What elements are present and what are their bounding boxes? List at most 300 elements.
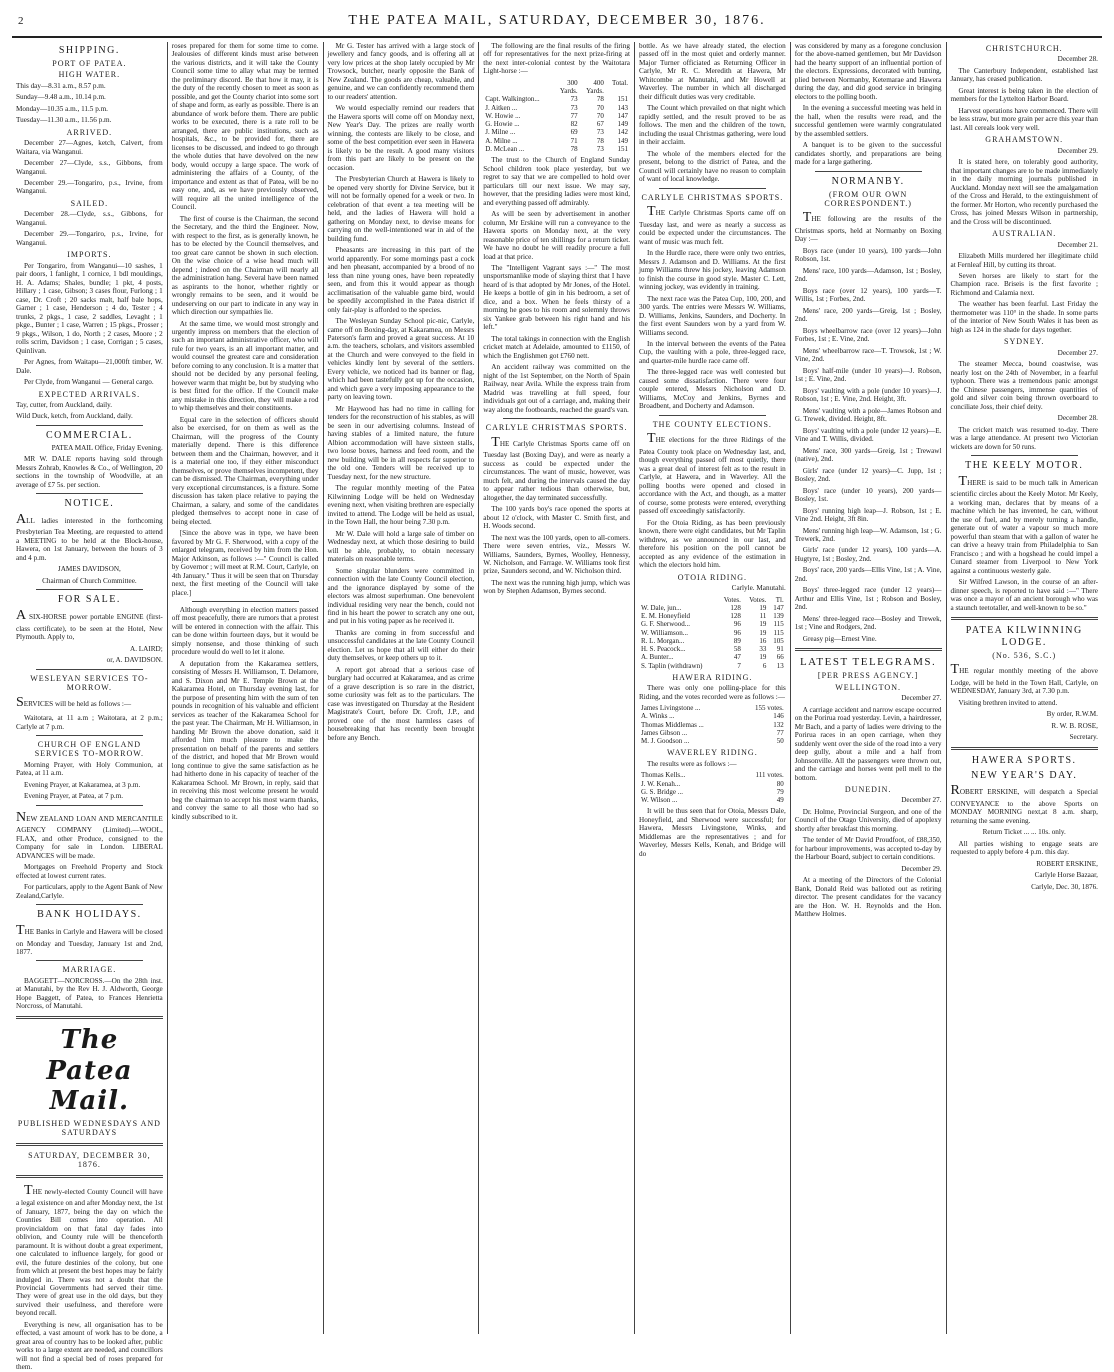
arrived-item: December 29.—Tongariro, p.s., Irvine, from Wanganui.: [16, 178, 163, 196]
news-paragraph: We would especially remind our readers that the Hawera sports will come off on Monday next, New Year's Day. The prizes are really worth winning, the contests are likely to be close, and some of the best competition ever seen in Hawera is likely to be the result. A good many visitors from this part are likely to be present on the occasion.: [327, 104, 475, 172]
table-cell: 7: [737, 661, 741, 670]
sports-paragraph: THE Carlyle Christmas Sports came off on Tuesday last, and were as nearly a success as could be expected under the circumstances. The want of music was much felt.: [639, 204, 786, 246]
divider: [795, 648, 942, 651]
sports-signature: Carlyle Horse Bazaar,: [1034, 871, 1098, 880]
keely-paragraph: Sir Wilfred Lawson, in the course of an after-dinner speech, is reported to have said :—" There was once a mayor of an ancient borough who was a staunch teetotaller, and well-known to be so.": [950, 578, 1098, 612]
sports-paragraph: The 100 yards boy's race opened the sports at about 12 o'clock, with Master C. Smith first, and H. Woods second.: [483, 505, 630, 531]
shipping-heading: SHIPPING.: [58, 45, 120, 56]
imports-text: Per Agnes, from Waitapu—21,000ft timber, W. Dale.: [16, 358, 163, 375]
expected-item: Wild Duck, ketch, from Auckland, daily.: [16, 412, 133, 421]
for-sale-heading: FOR SALE.: [57, 594, 121, 606]
table-cell: J. Milne ...: [485, 128, 516, 137]
table-cell: A. Winks ...: [641, 712, 675, 721]
divider: [659, 188, 766, 189]
table-cell: 13: [776, 661, 784, 670]
otoia-results-table: [639, 596, 786, 670]
table-cell: 89: [733, 636, 741, 645]
table-row: [639, 645, 786, 653]
table-header-row: [639, 596, 786, 604]
commercial-text: MR W. DALE reports having sold through Messrs Zohrab, Knowles & Co., of Wellington, 20 sections in the township of Woodville, at an average of £7 5s. per section.: [16, 455, 163, 489]
divider: [192, 601, 299, 602]
table-cell: 66: [776, 653, 784, 662]
table-cell: 139: [773, 612, 784, 621]
table-row: [639, 704, 786, 712]
table-cell: 149: [617, 136, 628, 145]
wesleyan-heading: WESLEYAN SERVICES TO-MORROW.: [30, 673, 149, 693]
normanby-result: Boys' half-mile (under 10 years)—J. Robson, 1st ; E. Vine, 2nd.: [794, 366, 942, 384]
christchurch-date: December 28.: [1057, 55, 1098, 64]
table-header-row: [483, 87, 630, 95]
sports-paragraph: In the Hurdle race, there were only two entries, Messrs J. Adamson and D. Williams. At the first jump Williams threw his jockey, leaving Adamson to finish the course in good style. Master C. Lett, winning jockey, was evidently in training.: [639, 249, 786, 292]
table-row: [639, 780, 786, 788]
article-paragraph: [Since the above was in type, we have been favored by Mr G. F. Sherwood, with a copy of the enlarged telegram, received by him from the Hon. Major Atkinson, as follows :—" Council is called by Governor ; will meet at R.M. Court, Carlyle, on 4th January." Thus it will be seen that on Thursday next, the first meeting of the Council will take place.]: [171, 529, 319, 597]
divider: [36, 805, 143, 806]
normanby-result: Mens' wheelbarrow race—T. Trowsok, 1st ; W. Vine, 2nd.: [794, 346, 942, 364]
nz-loan-text: NEW ZEALAND LOAN AND MERCANTILE AGENCY COMPANY (Limited).—WOOL, FLAX, and other Produce, consigned to the Company for sale in London. LIBERAL ADVANCES will be made.: [16, 809, 163, 860]
news-paragraph: The Presbyterian Church at Hawera is likely to be opened very shortly for Divine Service, but it will not be formally opened for a week or two. In celebration of that event a tea meeting will be held, and the ladies of Hawera will hold a gathering on Monday next, to devise means for carrying on the well-intentioned war in aid of the building fund.: [327, 175, 475, 243]
normanby-result: Mens' three-legged race—Bosley and Trewek, 1st ; Vine and Rodgers, 2nd.: [794, 614, 942, 632]
article-paragraph: At the same time, we would most strongly and urgently impress on members that the election of such an important administrative officer, who will rule for two years, is an all important matter, and would counsel the greatest care and consideration before coming to any conclusion. It is a matter that should not be decided by any personal feeling, however warm that might be, but by studying who is best fitted for the office. If the Council make any mistake in this direction, they will make a rod to whip themselves and their constituents.: [171, 319, 319, 413]
table-cell: 73: [570, 95, 578, 104]
column-3: [324, 42, 480, 1334]
sports-paragraph: The three-legged race was well contested but caused some dissatisfaction. There were four couple entered, Messrs Nicholson and D. Williams, McCoy and Jenkins, Byrnes and Broadbent, and Docherty and Adamson.: [639, 368, 786, 411]
table-cell: 79: [776, 787, 784, 796]
grahamstown-heading: GRAHAMSTOWN.: [985, 135, 1064, 145]
table-cell: G. F. Sherwood...: [641, 620, 691, 629]
table-cell: D. McLean ...: [485, 144, 525, 153]
table-row: [483, 145, 630, 153]
table-cell: Thomas Middlemas ...: [641, 720, 704, 729]
news-paragraph: In the evening a successful meeting was held in the hall, when the results were read, and the successful gentlemen were warmly congratulated by the assembled settlers.: [794, 104, 942, 138]
table-cell: 19: [759, 603, 767, 612]
table-cell: 6: [762, 661, 767, 670]
lodge-signature: Secretary.: [1069, 733, 1098, 742]
table-cell: W. Wilson ...: [641, 796, 678, 805]
divider: [36, 960, 143, 961]
news-paragraph: A report got abroad that a serious case of burglary had occurred at Kakaramea, and as crime of a grave description is so rare in the district, some curiosity was felt as to the particulars. The case was investigated on Thursday at the Resident Magistrate's Court, before Dr. Croft, J.P., and proved one of the most harmless cases of housebreaking that has recently been brought before any Bench.: [327, 665, 475, 742]
news-paragraph: Pheasants are increasing in this part of the world apparently. For some mornings past a cock and hen pheasant, accompanied by a brood of no less than nine young ones, have been repeatedly seen, and from this it would appear as though acclimatisation of the valuable game bird, would be speedily accomplished in the Patea district if only fair-play is afforded to the species.: [327, 246, 475, 314]
sydney-date: December 27.: [1057, 348, 1098, 357]
dunedin-heading: DUNEDIN.: [844, 785, 892, 794]
table-row: [483, 112, 630, 120]
table-cell: 58: [733, 645, 741, 654]
hawera-sports-heading: HAWERA SPORTS.: [971, 754, 1077, 766]
table-cell: A. Milne ...: [485, 136, 518, 145]
dunedin-text: Dr. Holme, Provincial Surgeon, and one of the Council of the Otago University, died of apoplexy shortly after breakfast this morning.: [794, 807, 942, 833]
press-agency-line: [PER PRESS AGENCY.]: [817, 671, 919, 681]
divider: [36, 589, 143, 590]
column-6: [791, 42, 947, 1334]
notice-text: ALL ladies interested in the forthcoming Presbyterian Tea Meeting, are requested to attend a MEETING to be held at the Block-house, Hawera, on 1st January, between the hours of 3 and 4 p.m.: [16, 511, 163, 562]
table-row: [639, 629, 786, 637]
editorial-paragraph: Everything is new, all organisation has to be effected, a vast amount of work has to be done, a great area of country has to be looked after, public works to a large extent are needed, and councillors will not find a special bed of roses prepared for them.: [16, 1320, 163, 1372]
table-cell: 67: [596, 120, 604, 129]
shooting-intro: The following are the final results of the firing off for representatives for the next prize-firing at the next inter-colonial contest by the Waitotara Light-horse :—: [483, 42, 630, 76]
table-row: [639, 612, 786, 620]
shooting-results-table: [483, 79, 630, 153]
table-cell: 71: [570, 136, 578, 145]
arrived-heading: ARRIVED.: [66, 127, 113, 137]
table-cell: 77: [776, 728, 784, 737]
christchurch-heading: CHRISTCHURCH.: [985, 44, 1063, 53]
table-cell: J. W. Kenah...: [641, 779, 681, 788]
normanby-result: Greasy pig—Ernest Vine.: [802, 634, 877, 643]
carlyle-sports-heading: CARLYLE CHRISTMAS SPORTS.: [485, 423, 628, 433]
table-row: [639, 662, 786, 670]
high-water-heading: HIGH WATER.: [58, 70, 121, 80]
table-row: [639, 712, 786, 720]
masthead-title: THE PATEA MAIL, SATURDAY, DECEMBER 30, 1876.: [348, 13, 766, 28]
masthead: [12, 6, 1102, 38]
elections-paragraph: For the Otoia Riding, as has been previously known, there were eight candidates, but Mr Taplin withdrew, as we announced in our last, and therefore his position on the poll cannot be accepted as any evidence of the estimation in which the electors hold him.: [639, 518, 786, 570]
sydney-date: December 28.: [1057, 414, 1098, 423]
table-cell: 143: [617, 103, 628, 112]
hawera-riding-text: There was only one polling-place for this Riding, and the votes recorded were as follows :—: [639, 684, 786, 701]
table-row: [639, 721, 786, 729]
table-header-cell: Tl.: [775, 595, 784, 604]
table-row: [639, 653, 786, 661]
table-cell: M. J. Goodson ...: [641, 737, 690, 746]
divider: [36, 669, 143, 670]
county-elections-heading: THE COUNTY ELECTIONS.: [652, 419, 772, 429]
normanby-result: Mens' running high leap—W. Adamson, 1st ; G. Trewerk, 2nd.: [794, 526, 942, 543]
commercial-heading: COMMERCIAL.: [45, 429, 133, 441]
table-cell: 146: [773, 712, 784, 721]
expected-item: Tay, cutter, from Auckland, daily.: [16, 400, 113, 409]
news-paragraph: Seven horses are likely to start for the Champion race. Briseis is the first favorite ; Richmond and Calamia next.: [950, 272, 1098, 297]
table-cell: 132: [773, 720, 784, 729]
table-cell: Thomas Kells...: [641, 771, 686, 780]
news-paragraph: A banquet is to be given to the successful candidates shortly, and preparations are being made for a large gathering.: [794, 141, 942, 167]
normanby-result: Boys' three-legged race (under 12 years)—Arthur and Ellis Vine, 1st ; Robson and Bosley, 2nd.: [794, 586, 942, 612]
table-header-row: [483, 79, 630, 87]
table-header-cell: 300: [567, 78, 578, 87]
for-sale-signature: or, A. DAVIDSON.: [106, 656, 163, 665]
news-paragraph: The Count which prevailed on that night which rapidly settled, and the result proved to be as follows. The men and the children of the town, including the usual Christmas gathering, were loud in their acclaim.: [639, 104, 786, 147]
page-number: 2: [18, 15, 24, 27]
arrived-item: December 27—Clyde, s.s., Gibbons, from Wanganui.: [16, 159, 163, 176]
normanby-correspondent: (FROM OUR OWN CORRESPONDENT.): [824, 189, 912, 209]
table-cell: 128: [730, 612, 741, 621]
dunedin-date: December 29.: [901, 864, 942, 873]
date-line: SATURDAY, DECEMBER 30, 1876.: [28, 1150, 151, 1170]
table-cell: 78: [570, 144, 578, 153]
news-paragraph: Mr Haywood has had no time in calling for tenders for the reconstruction of his stables, as will be seen in our advertising columns. Instead of having stables of a limited nature, the future Albion accommodation will have sixteen stalls, two loose boxes, harness and feed room, and the new building will be in all respects far superior to the old one. Tenders will be received up to Tuesday next, for the new structure.: [327, 404, 475, 481]
table-header-cell: [606, 87, 630, 95]
news-paragraph: Mr G. Tester has arrived with a large stock of jewellery and fancy goods, and is offering all at very low prices at the shop lately occupied by Mr Trowsock, butcher, nearly opposite the Bank of New Zealand. The goods are cheap, valuable, and genuine, and we can confidently recommend them to our readers' attention.: [327, 42, 475, 101]
table-cell: R. L. Morgan...: [641, 636, 685, 645]
waverley-riding-heading: WAVERLEY RIDING.: [667, 748, 758, 758]
table-cell: Capt. Walkington...: [485, 95, 540, 104]
table-cell: 147: [617, 111, 628, 120]
nz-loan-text: Mortgages on Freehold Property and Stock effected at lowest current rates.: [16, 863, 163, 880]
marriage-heading: MARRIAGE.: [62, 965, 117, 975]
table-cell: 128: [730, 603, 741, 612]
divider: [951, 617, 1098, 620]
otoia-subheading: Carlyle. Manutahi.: [731, 584, 786, 593]
table-cell: 82: [570, 120, 578, 129]
table-cell: 147: [773, 603, 784, 612]
news-paragraph: It is stated here, on tolerably good authority, that important changes are to be made immediately in the daily morning journals published in Auckland. Monday next will see the amalgamation of the Cross and Herald, to the extinguishment of the former. Mr Horton, who recently purchased the Cross, has joined Messrs Wilson in partnership, and the Cross will be discontinued.: [950, 158, 1098, 226]
wellington-heading: WELLINGTON.: [835, 682, 901, 692]
table-header-cell: [483, 79, 553, 87]
sports-paragraph: THE Carlyle Christmas Sports came off on Tuesday last (Boxing Day), and were as nearly a success as could be expected under the circumstances. The want of music, however, was much felt, and during the intervals caused the day to appear rather tedious than otherwise, but, altogether, the day terminated successfully.: [483, 434, 630, 502]
divider: [36, 904, 143, 905]
news-paragraph: The total takings in connection with the English cricket match at Adelaide, amounted to £1150, of which the Englishmen got £760 nett.: [483, 334, 630, 360]
news-paragraph: The trust to the Church of England Sunday School children took place yesterday, but we regret to say that we are compelled to hold over particulars till our next issue. We may say, however, that the presiding ladies were most kind, and everything passed off admirably.: [483, 156, 630, 207]
sports-paragraph: The next was the 100 yards, open to all-comers. There were seven entries, viz., Messrs W. Williams, Saunders, Byrnes, Woolley, Hennessy, W. Nicholson, and Farrage. W. Williams took first prize, Saunders second, and W. Nicholson third.: [483, 533, 630, 576]
bank-holidays-text: THE Banks in Carlyle and Hawera will be closed on Monday and Tuesday, January 1st and 2nd, 1877.: [16, 923, 163, 956]
table-cell: 11: [759, 612, 767, 621]
divider: [503, 418, 610, 419]
editorial-paragraph: THE newly-elected County Council will have a legal existence on and after Monday next, the 1st of January, 1877, being the day on which the Counties Bill comes into operation. All provincialdom on that fatal day fades into oblivion, and County rule will be thenceforth paramount. It is without doubt a great experiment, one calculated to influence largely, for good or evil, the future destinies of the colony, but one from which at present the best hopes may be fairly indulged in. There was not a doubt that the Provincial Governments had served their time. They were of great use in the old days, but they survived their usefulness, and therefore were beyond recall.: [16, 1182, 163, 1318]
news-paragraph: Elizabeth Mills murdered her illegitimate child at Fernleaf Hill, by cutting its throat.: [950, 252, 1098, 269]
waverley-results-table: [639, 771, 786, 804]
article-paragraph: roses prepared for them for some time to come. Jealousies of different kinds must arise between the various districts, and it will take the County Council some time to allay what may be termed the preliminary discord. Be that how it may, it is the duty of the recently chosen to meet as soon as possible, and get the County chariot into some sort of shape and form, as early as possible. There is an abundance of work before them. There are public works to be executed, there is a rate roll to be arranged, there are public institutions, such as hospitals, &c., to be provided for, there are licenses to be discussed, and indeed to go through the whole duties that have devolved on the new body, would occupy a large space. The work of administering the affairs of a County, of the importance and extent as that of Patea, will be no easy one, and, as we have previously observed, will require all the united intelligence of the Council.: [171, 42, 319, 212]
keely-motor-heading: THE KEELY MOTOR.: [965, 460, 1084, 472]
news-paragraph: Thanks are coming in from successful and unsuccessful candidates at the late County Council election. Let us hope that all will either do their duty themselves, or keep others up to it.: [327, 628, 475, 663]
divider: [971, 455, 1078, 456]
divider: [951, 747, 1098, 750]
normanby-result: Girls' race (under 12 years)—C. Jupp, 1st ; Bosley, 2nd.: [794, 466, 942, 484]
lodge-number: (No. 536, S.C.): [992, 650, 1057, 660]
notice-signature: JAMES DAVIDSON,: [57, 565, 121, 574]
table-cell: 78: [596, 136, 604, 145]
divider: [659, 415, 766, 416]
table-cell: 19: [759, 628, 767, 637]
table-cell: 73: [596, 144, 604, 153]
table-row: [483, 95, 630, 103]
high-water-line: Monday—10.35 a.m., 11.5 p.m.: [16, 104, 108, 113]
news-paragraph: Great interest is being taken in the election of members for the Lyttelton Harbor Board.: [950, 86, 1098, 104]
table-row: [483, 120, 630, 128]
return-ticket-line: Return Ticket ... ... 10s. only.: [982, 828, 1066, 837]
newspaper-page: [12, 6, 1102, 1372]
normanby-result: Mens' race, 300 yards—Greig, 1st ; Trewawl (native), 2nd.: [794, 446, 942, 464]
sports-ad-text: All parties wishing to engage seats are requested to apply before 4 p.m. this day.: [950, 839, 1098, 857]
high-water-line: Sunday—9.48 a.m., 10.14 p.m.: [16, 93, 106, 102]
news-paragraph: The Canterbury Independent, established last January, has ceased publication.: [950, 66, 1098, 84]
table-cell: 19: [759, 653, 767, 662]
marriage-text: BAGGETT—NORCROSS.—On the 28th inst. at Manutahi, by the Rev H. J. Aldworth, George Hope Baggett, of Patea, to Frances Henrietta Norcross, of Manutahi.: [16, 976, 163, 1011]
news-paragraph: Some singular blunders were committed in connection with the late County Council election, and the ignorance displayed by some of the electors was almost superhuman. One benevolent individual residing very near the bench, could not find in his heart the power to scratch any one out, and put in his voting paper as he received it.: [327, 566, 475, 626]
commercial-office: PATEA MAIL Office, Friday Evening.: [51, 443, 163, 452]
high-water-line: Tuesday—11.30 a.m., 11.56 p.m.: [16, 116, 112, 125]
lodge-signature: R. W. B. ROSE,: [1051, 721, 1098, 730]
latest-telegrams-heading: LATEST TELEGRAMS.: [799, 656, 937, 669]
church-text: Evening Prayer, at Patea, at 7 p.m.: [24, 792, 124, 801]
port-heading: PORT OF PATEA.: [52, 58, 127, 68]
normanby-result: Mens' race, 200 yards—Greig, 1st ; Bosley, 2nd.: [794, 306, 942, 324]
nz-loan-text: For particulars, apply to the Agent Bank of New Zealand,Carlyle.: [16, 883, 163, 900]
table-header-cell: 400: [593, 78, 604, 87]
table-cell: G. S. Bridge ...: [641, 787, 683, 796]
normanby-result: Boys' race, 200 yards—Ellis Vine, 1st ; A. Vine, 2nd.: [794, 566, 942, 583]
news-paragraph: The cricket match was resumed to-day. There was a large attendance. At present two Victorian wickets are down for 50 runs.: [950, 425, 1098, 451]
column-2: [168, 42, 324, 1334]
church-text: Morning Prayer, with Holy Communion, at Patea, at 11 a.m.: [16, 760, 163, 778]
table-cell: J. Aitken ...: [485, 103, 518, 112]
table-header-cell: [483, 87, 553, 95]
otoia-riding-heading: OTOIA RIDING.: [677, 572, 748, 582]
normanby-result: Mens' race, 100 yards—Adamson, 1st ; Bosley, 2nd.: [794, 266, 942, 284]
paper-nameplate: The Patea Mail.: [46, 1024, 133, 1117]
table-cell: 70: [596, 111, 604, 120]
table-cell: G. Howie ...: [485, 120, 520, 129]
new-years-day-heading: NEW YEAR'S DAY.: [971, 769, 1078, 781]
grahamstown-date: December 29.: [1057, 146, 1098, 155]
dunedin-date: December 27.: [901, 796, 942, 805]
wellington-date: December 27.: [901, 694, 942, 703]
table-row: [639, 620, 786, 628]
published-line: PUBLISHED WEDNESDAYS AND SATURDAYS: [17, 1118, 161, 1138]
table-cell: 151: [617, 95, 628, 104]
news-paragraph: Harvest operations have commenced. There will be less straw, but more grain per acre this year than last. All cereals look very well.: [950, 106, 1098, 132]
table-cell: 33: [759, 645, 767, 654]
high-water-line: This day—8.31 a.m., 8.57 p.m.: [16, 81, 106, 90]
elections-closing: It will be thus seen that for Otoia, Messrs Dale, Honeyfield, and Sherwood were successful; for Hawera, Messrs Livingstone, Winks, and Middlemas are the representatives ; and for Waverley, Messrs Kells, Kenah, and Bridge will do: [639, 807, 786, 858]
sports-signature: ROBERT ERSKINE,: [1036, 859, 1098, 868]
normanby-result: Boys race (under 10 years), 100 yards—John Robson, 1st.: [794, 246, 942, 264]
imports-text: Per Tongariro, from Wanganui—10 sashes, 1 pair doors, 1 fanlight, 1 cornice, 1 bdl mouldings, H. A. Adams; Shales, bundle; 1 pkt, 4 posts, Hillary ; 1 case, Gibson; 3 cases flour, Furlong ; 1 case, Dr. Croft ; 20 sacks malt, half bale hops, Garner ; 1 case, Henderson ; 4 do, Tester ; 4 trunks, 2 pkgs., 1 case, 2 saddles, Levaght ; 1 pkge., Bunter ; 1 case, Warren ; 15 pkgs., Prosser ; 9 pkgs., Wilson, 1 do, North ; 2 cases, Moore ; 2 rolls scrim, Davidson ; 1 case, Corrigan ; 5 cases, Quinlivan.: [16, 261, 163, 355]
australian-heading: AUSTRALIAN.: [992, 229, 1057, 239]
table-cell: 73: [570, 103, 578, 112]
article-paragraph: The first of course is the Chairman, the second the Secretary, and the third the Engineer. Now, with respect to the first, as is generally known, he has to be elected by the Council themselves, and too great care cannot be shown in such election. On the wise choice of a wise head much will depend ; indeed on the Chairman will nearly all the administration hang. Several have been named as aspirants to the honor, whether rightly or wrongly remains to be seen, and it would be undeserving on our part to indicate in any way in which direction our sympathies lie.: [171, 214, 319, 317]
table-cell: 49: [776, 796, 784, 805]
normanby-intro: THE following are the results of the Christmas sports, held at Normanby on Boxing Day :—: [794, 210, 942, 244]
table-row: [639, 737, 786, 745]
table-cell: James Gibson ...: [641, 728, 688, 737]
table-cell: James Livingstone ...: [641, 704, 701, 713]
table-cell: 80: [776, 779, 784, 788]
column-7: [947, 42, 1102, 1334]
normanby-result: Boys' vaulting with a pole (under 10 years)—J. Robson, 1st ; E. Vine, 2nd. Height, 3ft.: [794, 386, 942, 404]
sports-ad-text: ROBERT ERSKINE, will despatch a Special CONVEYANCE to the above Sports on MONDAY MORNING next,at 8 a.m. sharp, returning the same evening.: [950, 783, 1098, 825]
lodge-signature: By order, R.W.M.: [1046, 710, 1098, 719]
normanby-result: Boys wheelbarrow race (over 12 years)—John Forbes, 1st ; E. Vine, 2nd.: [794, 326, 942, 344]
article-paragraph: Equal care in the selection of officers should also be exercised, for on them as well as the Chairman, will the progress of the County materially depend. There is this difference between them and the Chairman, however, and it is a material one too, if they either misconduct themselves, or prove themselves incompetent, they can be dismissed. The Chairman, everything under very exceptional circumstances, is a fixture. Some discussion has taken place relative to paying the Chairman, a salary, and some of the candidates pledged themselves to accept none in case of being elected.: [171, 415, 319, 526]
table-cell: 47: [733, 653, 741, 662]
divider: [16, 1175, 163, 1178]
keely-paragraph: THERE is said to be much talk in American scientific circles about the Keely Motor. Mr Keely, a working man, declares that by means of a machine which he has invented, he can, without the use of fuel, and by merely turning a handle, generate out of water a vapour so much more powerful than steam that with a gallon of water he can drive a heavy train from Philadelphia to San Francisco ; and with a hogshead he could impel a Cunard steamer from Liverpool to New York against a continuous westerly gale.: [950, 473, 1098, 575]
table-row: [483, 128, 630, 136]
church-heading: CHURCH OF ENGLAND SERVICES TO-MORROW.: [34, 740, 145, 759]
for-sale-signature: A. LAIRD;: [130, 644, 163, 653]
dunedin-text: The tender of Mr David Proudfoot, of £88,350, for harbour improvements, was accepted to-day by the Harbour Board, subject to certain conditions.: [794, 836, 942, 862]
divider: [36, 425, 143, 426]
table-row: [639, 771, 786, 779]
table-cell: 91: [776, 645, 784, 654]
lodge-text: Visiting brethren invited to attend.: [958, 698, 1058, 707]
table-cell: 70: [596, 103, 604, 112]
arrived-item: December 27—Agnes, ketch, Calvert, from Waitara, via Wanganui.: [16, 139, 163, 156]
table-cell: A. Bunter...: [641, 653, 674, 662]
news-paragraph: The regular monthly meeting of the Patea Kilwinning Lodge will be held on Wednesday evening next, when visiting brethren are especially invited to attend. The Lodge will be held as usual, in the Town Hall, the hour being 7.30 p.m.: [327, 484, 475, 527]
table-cell: S. Taplin (withdrawn): [641, 661, 703, 670]
notice-role: Chairman of Church Committee.: [42, 576, 137, 585]
news-paragraph: bottle. As we have already stated, the election passed off in the most quiet and orderly manner. Major Turner officiated as Returning Officer in Carlyle, Mr R. C. Meredith at Hawera, Mr Whitcombe at Manutahi, and Mr Howell at Waverley. The number in which all discharged their difficult duties was very creditable.: [639, 42, 786, 101]
column-5: [635, 42, 791, 1334]
divider: [36, 735, 143, 736]
table-cell: 142: [617, 128, 628, 137]
table-cell: E. M. Honeyfield: [641, 612, 690, 621]
sports-paragraph: In the interval between the events of the Patea Cup, the vaulting with a pole, three-legged race, and quarter-mile hurdle race came off.: [639, 340, 786, 365]
sailed-heading: SAILED.: [70, 198, 109, 208]
table-header-cell: Votes.: [723, 595, 741, 604]
news-paragraph: was considered by many as a foregone conclusion for the above-named gentlemen, but Mr Davidson had the hearty support of an influential portion of the electors. Expressions, decorated with bunting, plied between Normanby, Ketemarae and Hawera during the day, and did good service in bringing electors to the polling booth.: [794, 42, 942, 101]
normanby-result: Boys' running high leap—J. Robson, 1st ; E. Vine 2nd. Height, 3ft 8in.: [794, 506, 942, 524]
table-header-cell: Yards.: [586, 87, 604, 96]
normanby-result: Boys' race (under 10 years), 200 yards—Bosley, 1st.: [794, 486, 942, 504]
for-sale-text: A SIX-HORSE power portable ENGINE (first-class certificate), to be seen at the Hotel, New Plymouth. Apply to,: [16, 608, 163, 642]
article-paragraph: A deputation from the Kakaramea settlers, consisting of Messrs H. Williamson, T. Delamore, and S. Dixon and Mr E. Temple Brown at the Kakaramea Hotel, on Thursday evening last, for the purpose of presenting him with the sum of ten pounds in recognition of his valuable and efficient services as teacher of the Kakaramea School for the past year. The Chairman, Mr H. Williamson, in handing Mr Brown the above donation, said it afforded him much pleasure to make the presentation on behalf of the parents and settlers of the district, and hoped that Mr Brown would long continue to give the same satisfaction as he had hitherto done in his capacity of teacher of the Kakaramea School. Mr Brown, in reply, said that in receiving this most welcome present he would beg the chairman to accept his most warm thanks, and convey the same to all those who had so kindly subscribed to it.: [171, 659, 319, 821]
sports-paragraph: The next was the running high jump, which was won by Stephen Adamson, Byrnes second.: [483, 578, 630, 596]
news-paragraph: The "Intelligent Vagrant says :—" The most unsportsmanlike mode of slaying thirst that I have heard of is that adopted by Mr Jones, of the Hotel. He keeps a bottle of gin in his bedroom, a set of dice, and a box. When he feels thirsty of a morning he goes to his room and solemnly throws six Yankee grab between his right hand and his left.": [483, 264, 630, 332]
table-cell: 77: [570, 111, 578, 120]
news-paragraph: The whole of the members elected for the present, belong to the district of Patea, and the Council will certainly have no reason to complain of want of local knowledge.: [639, 149, 786, 184]
article-paragraph: Although everything in election matters passed off most peacefully, there are rumors that a protest will be entered in connection with the affair. This can be done within fourteen days, but it would be simply nonsense, and those thinking of such procedure would do well to let it alone.: [171, 606, 319, 657]
table-row: [483, 137, 630, 145]
normanby-result: Boys' vaulting with a pole (under 12 years)—E. Vine and T. Willis, divided.: [794, 426, 942, 444]
wesleyan-text: SERVICES will be held as follows :—: [16, 694, 132, 710]
table-cell: 78: [596, 95, 604, 104]
sports-signature: Carlyle, Dec. 30, 1876.: [1031, 882, 1098, 891]
table-cell: H. S. Peacock...: [641, 645, 686, 654]
table-row: [483, 104, 630, 112]
table-row: [639, 796, 786, 804]
sailed-item: December 28.—Clyde, s.s., Gibbons, for Wanganui.: [16, 210, 163, 227]
table-row: [639, 604, 786, 612]
table-cell: 96: [733, 628, 741, 637]
table-cell: 155 votes.: [754, 704, 784, 713]
carlyle-sports-heading: CARLYLE CHRISTMAS SPORTS.: [641, 192, 784, 202]
table-cell: 50: [776, 737, 784, 746]
normanby-result: Girls' race (under 12 years), 100 yards—A. Hugtyre, 1st ; Bosley, 2nd.: [794, 546, 942, 563]
table-row: [639, 637, 786, 645]
lodge-heading: PATEA KILWINNING LODGE.: [965, 625, 1083, 649]
imports-text: Per Clyde, from Wanganui — General cargo.: [24, 378, 154, 387]
table-cell: 16: [759, 636, 767, 645]
divider: [16, 1016, 163, 1019]
table-cell: 151: [617, 144, 628, 153]
news-paragraph: Mr W. Dale will hold a large sale of timber on Wednesday next, at which those desiring to build will be able, probably, to obtain necessary materials on reasonable terms.: [327, 529, 475, 564]
table-row: [639, 788, 786, 796]
table-header-cell: Total.: [611, 78, 628, 87]
normanby-heading: NORMANBY.: [831, 175, 905, 187]
table-row: [639, 729, 786, 737]
divider: [16, 1143, 163, 1146]
hawera-results-table: [639, 704, 786, 745]
divider: [36, 493, 143, 494]
table-cell: 19: [759, 620, 767, 629]
table-cell: W. Howie ...: [485, 111, 521, 120]
table-cell: W. Williamson...: [641, 628, 688, 637]
hawera-riding-heading: HAWERA RIDING.: [672, 672, 753, 682]
table-cell: 96: [733, 620, 741, 629]
table-cell: 69: [570, 128, 578, 137]
news-paragraph: The Wesleyan Sunday School pic-nic, Carlyle, came off on Boxing-day, at Kakaramea, on Messrs Paterson's farm and proved a great success. At 10 a.m. the teachers, scholars, and visitors assembled at the Church and were conveyed to the field in vehicles kindly lent by several of the settlers. Every vehicle, we noticed had its banner or flag, which had been tastefully got up for the occasion, and which gave a very imposing appearance to the party on leaving town.: [327, 317, 475, 402]
sydney-heading: SYDNEY.: [1004, 337, 1045, 347]
table-header-cell: Yards.: [559, 87, 578, 96]
columns: [12, 42, 1102, 1372]
table-header-cell: Votes.: [749, 595, 767, 604]
bank-holidays-heading: BANK HOLIDAYS.: [37, 909, 142, 921]
table-header-cell: [639, 596, 717, 604]
news-paragraph: An accident railway was committed on the night of the 1st September, on the North of Spain Railway, near Avila. While the express train from Madrid was travelling at full speed, four individuals got out of a carriage, and, making their way along the footboards, reached the guard's van.: [483, 363, 630, 414]
divider: [815, 171, 922, 172]
wesleyan-detail: Waitotara, at 11 a.m ; Waitotara, at 2 p.m.; Carlyle at 7 p.m.: [16, 714, 163, 731]
news-paragraph: The weather has been fearful. Last Friday the thermometer was 110° in the shade. In some parts of the interior of New South Wales it has been as high as 124 in the shade for days together.: [950, 300, 1098, 334]
